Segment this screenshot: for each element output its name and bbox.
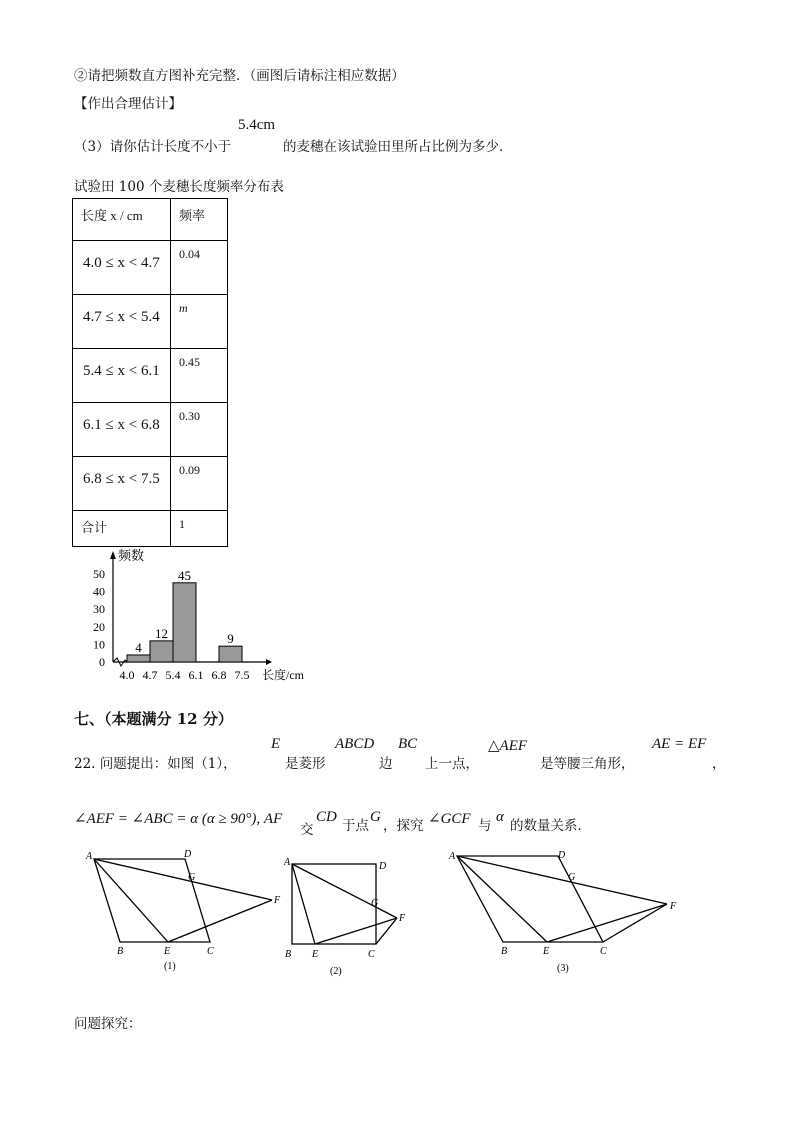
frequency-cell: 0.09 (179, 463, 200, 477)
range-cell: 6.1 ≤ x < 6.8 (83, 417, 160, 433)
bar-value-label: 45 (178, 567, 191, 583)
fig1-label-B: B (117, 946, 124, 957)
total-value: 1 (179, 517, 185, 531)
x-axis-arrow (266, 659, 272, 665)
fig1-label-C: C (207, 946, 214, 957)
bar-value-label: 4 (135, 639, 142, 655)
histogram-chart (70, 545, 330, 690)
fig2-label-E: E (312, 949, 319, 960)
fig1-label-D: D (184, 849, 192, 860)
table-title: 试验田 100 个麦穗长度频率分布表 (74, 179, 284, 195)
x-tick-label: 7.5 (234, 668, 250, 682)
fig2-label-B: B (285, 949, 292, 960)
fig1-label-A: A (86, 851, 93, 862)
angle-equation: ∠AEF = ∠ABC = α (α ≥ 90°), AF (74, 811, 283, 827)
side-BC: BC (398, 736, 418, 752)
y-axis-arrow (110, 551, 116, 559)
fig3-label-F: F (670, 901, 677, 912)
problem-22-text: 是菱形 (285, 756, 326, 772)
fig3-label-D: D (558, 850, 566, 861)
range-cell: 5.4 ≤ x < 6.1 (83, 363, 160, 379)
histogram-bar (219, 646, 242, 662)
equation-AE-EF: AE = EF (652, 736, 707, 752)
x-tick-label: 5.4 (165, 668, 181, 682)
table-row (73, 349, 228, 403)
table-header-row (73, 199, 228, 241)
alpha-symbol: α (496, 809, 504, 825)
table-row (73, 403, 228, 457)
point-G: G (370, 809, 381, 825)
fig1-label-E: E (164, 946, 171, 957)
bar-value-label: 12 (155, 625, 168, 641)
table-row (73, 457, 228, 511)
fig2-label-A: A (284, 857, 291, 868)
y-tick-label: 40 (93, 584, 105, 599)
histogram-bar (127, 655, 150, 662)
figure-3-lines (457, 856, 667, 942)
figure-2-caption: (2) (330, 966, 342, 977)
problem-22-text: 是等腰三角形， (540, 756, 635, 772)
fig3-label-G: G (568, 872, 576, 883)
side-CD: CD (316, 809, 337, 825)
bar-value-label: 9 (227, 631, 234, 647)
figure-1-caption: (1) (164, 961, 176, 972)
figure-1-lines (94, 859, 272, 942)
y-axis-label: 频数 (118, 548, 145, 563)
problem-22-text: 于点 (342, 818, 369, 834)
instruction-line: ②请把频数直方图补充完整．（画图后请标注相应数据） (74, 68, 405, 84)
fig2-label-D: D (379, 861, 387, 872)
y-tick-label: 20 (93, 619, 105, 634)
frequency-cell: 0.04 (179, 247, 200, 261)
fig3-label-A: A (449, 851, 456, 862)
range-cell: 4.7 ≤ x < 5.4 (83, 309, 160, 325)
fig2-label-C: C (368, 949, 375, 960)
total-label: 合计 (81, 520, 108, 535)
question-3-text-b: 的麦穗在该试验田里所占比例为多少． (283, 139, 513, 155)
problem-22-text: 边 (379, 756, 393, 772)
problem-22-text: 与 (478, 818, 492, 834)
problem-22-text: 交 (300, 822, 314, 838)
question-3-value: 5.4cm (238, 117, 276, 133)
fig1-label-G: G (188, 872, 196, 883)
fig3-label-C: C (600, 946, 607, 957)
rhombus-ABCD: ABCD (335, 736, 375, 752)
x-tick-label: 6.8 (211, 668, 227, 682)
point-E: E (271, 736, 281, 752)
angle-GCF: ∠GCF (428, 811, 471, 827)
range-cell: 4.0 ≤ x < 4.7 (83, 255, 160, 271)
histogram-bar (150, 641, 173, 662)
problem-22-text: ，探究 (383, 818, 424, 834)
fig3-label-B: B (501, 946, 508, 957)
fig2-label-G: G (371, 898, 379, 909)
problem-explore-heading: 问题探究： (74, 1016, 142, 1032)
header-frequency: 频率 (171, 199, 228, 241)
y-tick-label: 10 (93, 637, 105, 652)
frequency-cell: m (179, 301, 188, 315)
header-length: 长度 x / cm (73, 199, 171, 241)
y-tick-label: 30 (93, 602, 105, 617)
x-tick-label: 6.1 (188, 668, 204, 682)
x-axis-label: 长度/cm (262, 668, 304, 682)
x-tick-label: 4.0 (119, 668, 135, 682)
table-row (73, 241, 228, 295)
table-row (73, 295, 228, 349)
section-heading: 【作出合理估计】 (74, 96, 182, 112)
y-tick-label: 50 (93, 567, 105, 581)
problem-22-text: ， (712, 756, 726, 772)
triangle-AEF: △AEF (488, 738, 528, 754)
geometry-figures (80, 845, 720, 985)
fig1-label-F: F (274, 895, 281, 906)
frequency-cell: 0.45 (179, 355, 200, 369)
figure-2-lines (292, 864, 397, 944)
frequency-table (72, 198, 228, 547)
y-tick-label: 0 (99, 655, 105, 669)
section-7-title: 七、（本题满分 12 分） (74, 710, 233, 728)
problem-22-text: 22. 问题提出：如图（1）， (74, 756, 237, 772)
figure-3-caption: (3) (557, 963, 569, 974)
table-total-row (73, 511, 228, 547)
question-3-text-a: （3）请你估计长度不小于 (74, 139, 232, 155)
range-cell: 6.8 ≤ x < 7.5 (83, 471, 160, 487)
frequency-cell: 0.30 (179, 409, 200, 423)
fig2-label-F: F (399, 913, 406, 924)
fig3-label-E: E (543, 946, 550, 957)
histogram-bar (173, 583, 196, 662)
x-tick-label: 4.7 (142, 668, 158, 682)
problem-22-text: 上一点， (425, 756, 479, 772)
problem-22-text: 的数量关系． (510, 818, 591, 834)
